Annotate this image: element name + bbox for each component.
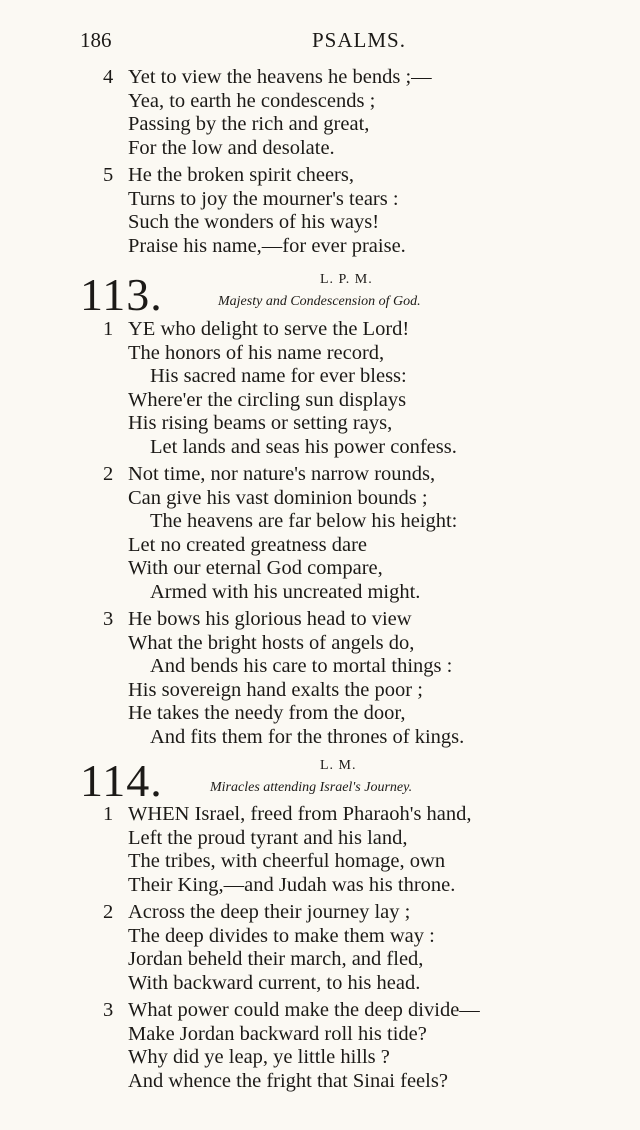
verse-line: For the low and desolate. [128,136,335,159]
verse [100,901,480,995]
psalm-subtitle: Miracles attending Israel's Journey. [210,780,413,795]
verse [100,164,432,258]
verse-line: And fits them for the thrones of kings. [150,725,465,748]
verse-line: What the bright hosts of angels do, [128,631,415,654]
verse-line: Across the deep their journey lay ; [128,901,411,923]
verse-number: 2 [103,901,114,923]
psalm-113-heading [80,269,600,322]
verse-number: 1 [103,318,114,340]
psalm-subtitle: Majesty and Condescension of God. [218,294,421,309]
verse-line: His rising beams or setting rays, [128,412,393,434]
verse-line: Turns to joy the mourner's tears : [128,187,399,210]
page-number: 186 [80,28,112,52]
verse-line: Yet to view the heavens he bends ;— [128,66,432,88]
verse-line: And bends his care to mortal things : [150,655,453,677]
verse [100,66,432,160]
verse-line: He the broken spirit cheers, [128,164,354,186]
verse-line: Where'er the circling sun displays [128,388,407,411]
verse-line: Not time, nor nature's narrow rounds, [128,463,436,485]
top-verses [100,66,432,258]
psalm-meter: L. M. [320,758,357,773]
verse-line: YE who delight to serve the Lord! [128,318,410,340]
verse-line: Why did ye leap, ye little hills ? [128,1046,390,1068]
verse-line: He bows his glorious head to view [128,608,412,630]
verse-line: Let no created greatness dare [128,533,368,556]
verse-number: 5 [103,164,114,186]
verse-line: The tribes, with cheerful homage, own [128,850,446,872]
verse-line: The heavens are far below his height: [150,510,458,532]
verse-number: 1 [103,803,114,825]
verse [100,999,480,1093]
verse-line: His sovereign hand exalts the poor ; [128,678,423,701]
verse-line: Make Jordan backward roll his tide? [128,1022,427,1045]
verse-line: His sacred name for ever bless: [150,365,407,387]
verse-line: What power could make the deep divide— [128,999,480,1021]
verse-number: 3 [103,608,114,630]
verse-line: Yea, to earth he condescends ; [128,89,376,112]
verse-line: Armed with his uncreated might. [150,580,421,603]
verse-line: Such the wonders of his ways! [128,211,380,233]
verse-line: Praise his name,—for ever praise. [128,234,406,257]
psalm-number: 113. [80,269,163,320]
verse-number: 4 [103,66,114,88]
running-title: PSALMS. [312,28,406,52]
verse-line: With our eternal God compare, [128,557,383,579]
verse-number: 2 [103,463,114,485]
verse-line: The honors of his name record, [128,341,385,364]
page-header [80,28,600,56]
verse-line: The deep divides to make them way : [128,924,435,947]
verse-line: WHEN Israel, freed from Pharaoh's hand, [128,803,472,825]
verse [100,803,480,897]
verse-number: 3 [103,999,114,1021]
verse-line: Let lands and seas his power confess. [150,435,457,458]
psalm-number: 114. [80,755,163,806]
verse-line: Can give his vast dominion bounds ; [128,486,428,509]
verse-line: With backward current, to his head. [128,971,421,994]
verse [100,463,464,604]
verse [100,608,464,749]
verse-line: Their King,—and Judah was his throne. [128,873,456,896]
psalm-114-verses [100,803,480,1093]
psalm-meter: L. P. M. [320,272,373,287]
verse-line: He takes the needy from the door, [128,702,406,724]
verse [100,318,464,459]
psalm-113-verses [100,318,464,749]
verse-line: Jordan beheld their march, and fled, [128,948,424,970]
verse-line: And whence the fright that Sinai feels? [128,1069,448,1092]
verse-line: Left the proud tyrant and his land, [128,826,408,849]
verse-line: Passing by the rich and great, [128,113,370,135]
psalm-114-heading [80,755,600,808]
